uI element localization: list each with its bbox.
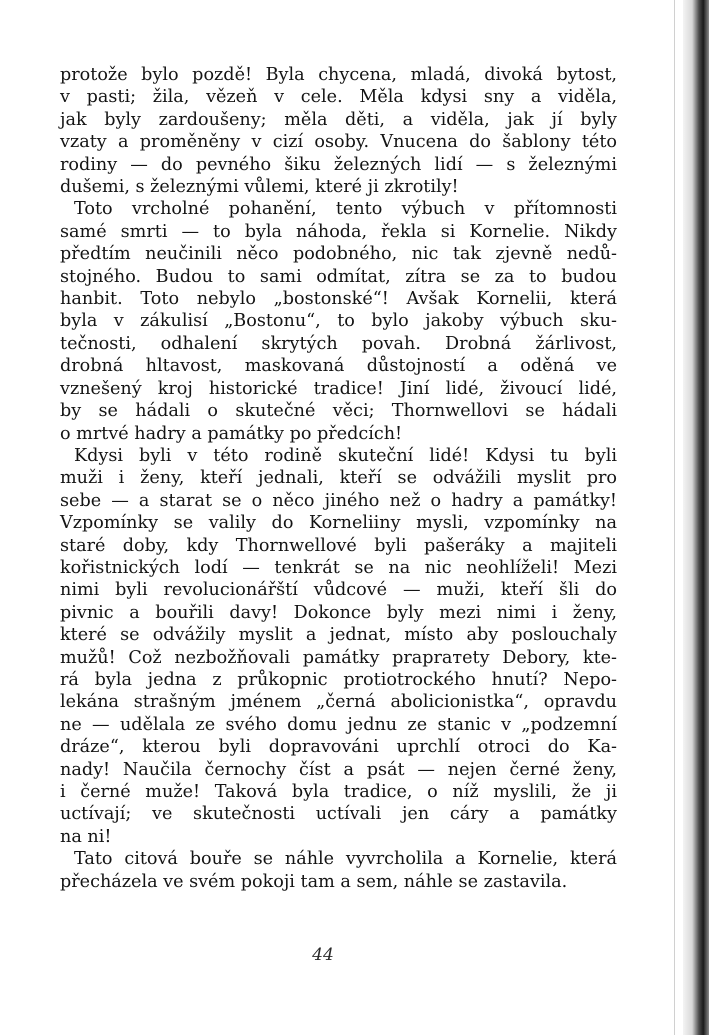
text-line: Vzpomínky se valily do Korneliiny mysli, vzpomínky na: [60, 513, 617, 534]
paragraph: [60, 848, 617, 893]
text-line: mužů! Což nezbožňovali památky praprатety Debory, kte-: [60, 647, 617, 668]
text-line: protože bylo pozdě! Byla chycena, mladá, divoká bytost,: [60, 65, 617, 85]
text-line: rodiny — do pevného šiku železných lidí — s železnými: [60, 154, 617, 175]
page-gutter-line: [674, 0, 675, 1035]
book-binding-edge: [683, 0, 709, 1035]
text-line: Tato citová bouře se náhle vyvrcholila a Kornelie, která: [74, 849, 617, 870]
text-line: hanbit. Toto nebylo „bostonské“! Avšak Kornelii, která: [60, 289, 617, 310]
text-line: dušemi, s železnými vůlemi, které ji zkrotily!: [60, 177, 459, 198]
text-line: přecházela ve svém pokoji tam a sem, náhle se zastavila.: [60, 871, 568, 892]
text-line: kořistnických lodí — tenkrát se na nic neohlíželi! Mezi: [60, 557, 617, 578]
text-line: lekána strašným jménem „černá abolicionistka“, opravdu: [60, 692, 617, 713]
text-line: na ni!: [60, 826, 112, 847]
text-line: uctívají; ve skutečnosti uctívali jen cáry a památky: [60, 804, 617, 825]
text-line: vzaty a proměněny v cizí osoby. Vnucena do šablony této: [60, 132, 617, 153]
text-line: Kdysi byli v této rodině skuteční lidé! Kdysi tu byli: [74, 445, 617, 466]
text-line: vznešený kroj historické tradice! Jiní lidé, živoucí lidé,: [60, 378, 617, 399]
text-line: muži i ženy, kteří jednali, kteří se odvážili myslit pro: [60, 468, 617, 489]
text-line: předtím neučinili něco podobného, nic tak zjevně nedů-: [60, 244, 617, 265]
text-line: které se odvážily myslit a jednat, místo aby poslouchaly: [60, 625, 617, 646]
text-line: nady! Naučila černochy číst a psát — nejen černé ženy,: [60, 759, 617, 780]
paragraph: [60, 64, 617, 198]
text-line: drobná hltavost, maskovaná důstojností a oděná ve: [60, 356, 617, 377]
text-line: tečnosti, odhalení skrytých povah. Drobná žárlivost,: [60, 333, 617, 354]
text-line: stojného. Budou to sami odmítat, zítra se za to budou: [60, 266, 617, 287]
text-line: nimi byli revolucionářští vůdcové — muži, kteří šli do: [60, 580, 617, 601]
text-line: jak byly zardoušeny; měla děti, a viděla, jak jí byly: [60, 109, 617, 130]
text-line: i černé muže! Taková byla tradice, o níž myslili, že ji: [60, 782, 617, 802]
text-line: v pasti; žila, vězeň v cele. Měla kdysi sny a viděla,: [60, 87, 617, 108]
text-line: staré doby, kdy Thornwellové byli pašeráky a majiteli: [60, 535, 617, 556]
text-line: sebe — a starat se o něco jiného než o hadry a památky!: [60, 490, 617, 511]
text-line: pivnic a bouřili davy! Dokonce byly mezi nimi i ženy,: [60, 602, 617, 623]
text-line: ne — udělala ze svého domu jednu ze stanic v „podzemní: [60, 714, 617, 735]
text-line: rá byla jedna z průkopnic protiotrockého hnutí? Nepo-: [60, 669, 617, 690]
page-number: 44: [312, 945, 334, 965]
text-line: dráze“, kterou byli dopravováni uprchlí otroci do Ka-: [60, 737, 617, 758]
paragraph: [60, 445, 617, 848]
paragraph: [60, 198, 617, 444]
text-line: o mrtvé hadry a památky po předcích!: [60, 423, 403, 444]
text-line: Toto vrcholné pohanění, tento výbuch v přítomnosti: [74, 199, 617, 220]
text-line: samé smrti — to byla náhoda, řekla si Kornelie. Nikdy: [60, 221, 617, 242]
page-body-text: [60, 64, 617, 893]
text-line: by se hádali o skutečné věci; Thornwellovi se hádali: [60, 401, 617, 422]
text-line: byla v zákulisí „Bostonu“, to bylo jakoby výbuch sku-: [60, 311, 617, 332]
